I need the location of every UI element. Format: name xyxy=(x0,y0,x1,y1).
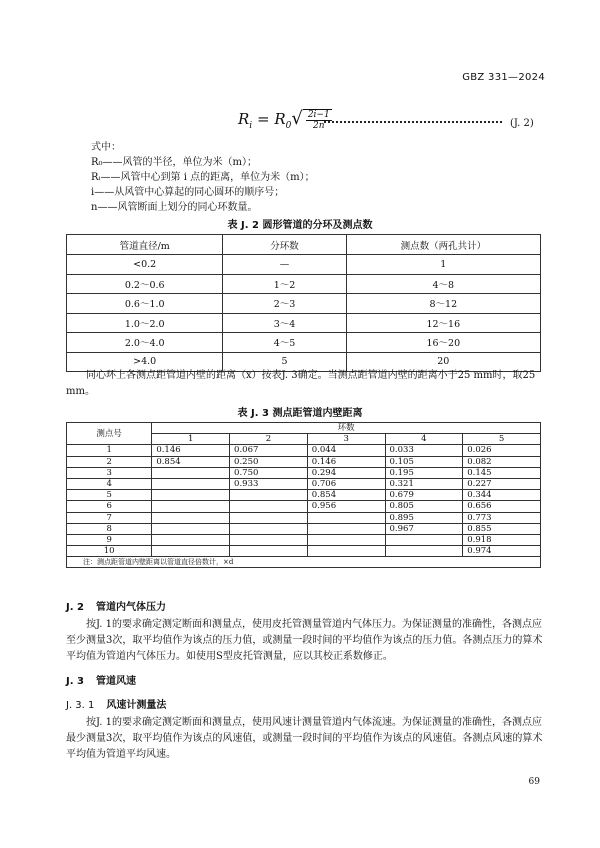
table-cell xyxy=(307,512,385,523)
table-cell xyxy=(307,534,385,545)
table-cell: 1～2 xyxy=(223,274,346,294)
definition-n: n——风管断面上划分的同心环数量。 xyxy=(91,202,258,213)
table-row xyxy=(67,456,541,467)
variable-definitions xyxy=(91,140,315,215)
table-cell xyxy=(230,546,308,557)
table-cell: 9 xyxy=(67,534,152,545)
formula-leader-dots xyxy=(324,121,502,123)
table-cell xyxy=(385,534,463,545)
table-header-cell: 2 xyxy=(230,434,308,445)
table-cell xyxy=(152,478,230,489)
formula-numerator: 2i−1 xyxy=(307,109,330,120)
table-cell: — xyxy=(223,255,346,275)
table-cell: 0.854 xyxy=(307,490,385,501)
table-header-cell: 分环数 xyxy=(223,235,346,255)
section-title: 管道风速 xyxy=(95,676,136,687)
table-cell: 0.250 xyxy=(230,456,308,467)
table-cell xyxy=(152,467,230,478)
table-header-cell: 管道直径/m xyxy=(67,235,223,255)
table-cell: 0.854 xyxy=(152,456,230,467)
table-cell xyxy=(230,512,308,523)
table-header-row xyxy=(67,235,541,255)
table-cell: 0.895 xyxy=(385,512,463,523)
table-cell: 1.0～2.0 xyxy=(67,313,223,333)
table-cell: 0.855 xyxy=(463,523,541,534)
table-cell xyxy=(230,534,308,545)
table-cell: 0.773 xyxy=(463,512,541,523)
table-cell: 0.706 xyxy=(307,478,385,489)
table-cell: 4～8 xyxy=(346,274,540,294)
formula-r: R xyxy=(274,110,286,128)
table-cell: 0.656 xyxy=(463,501,541,512)
table-cell: 3～4 xyxy=(223,313,346,333)
table-cell: 0.082 xyxy=(463,456,541,467)
section-j3-heading xyxy=(66,672,136,687)
table-cell: 0.918 xyxy=(463,534,541,545)
table-row xyxy=(67,467,541,478)
section-j31-heading xyxy=(66,696,166,711)
paragraph-j2-note: 同心环上各测点距管道内壁的距离（x）按表J. 3确定。当测点距管道内壁的距离小于25 mm时，取25 mm。 xyxy=(66,370,536,397)
table-cell: 4 xyxy=(67,478,152,489)
table-cell: 12～16 xyxy=(346,313,540,333)
table-cell: 4～5 xyxy=(223,333,346,353)
table-note: 注：测点距管道内壁距离以管道直径倍数计，×d xyxy=(67,557,541,568)
table-cell xyxy=(307,546,385,557)
table-header-cell: 1 xyxy=(152,434,230,445)
table-cell xyxy=(230,490,308,501)
formula-r-sub: 0 xyxy=(285,121,292,131)
table-cell: 0.145 xyxy=(463,467,541,478)
section-number: J. 3. 1 xyxy=(66,700,95,711)
table-cell: 1 xyxy=(67,445,152,456)
table-cell: 0.195 xyxy=(385,467,463,478)
table-cell: 20 xyxy=(346,352,540,372)
table-cell: 8 xyxy=(67,523,152,534)
table-j3 xyxy=(66,422,541,568)
table-row xyxy=(67,512,541,523)
table-j2 xyxy=(66,234,541,372)
table-row xyxy=(67,546,541,557)
definition-ri: Rᵢ——风管中心到第 i 点的距离，单位为米（m）； xyxy=(91,172,315,183)
table-cell: 0.146 xyxy=(307,456,385,467)
table-j2-caption: 表 J. 2 圆形管道的分环及测点数 xyxy=(227,220,373,231)
table-row xyxy=(67,294,541,314)
table-cell xyxy=(230,523,308,534)
table-j3-caption: 表 J. 3 测点距管道内壁距离 xyxy=(237,408,363,419)
formula: $R_i = R_0√$ $\frac{2i-1}{2n}$ xyxy=(238,108,330,131)
table-cell xyxy=(152,534,230,545)
section-number: J. 2 xyxy=(66,602,84,613)
table-cell: 5 xyxy=(67,490,152,501)
section-title: 管道内气体压力 xyxy=(95,602,166,613)
table-cell: 2～3 xyxy=(223,294,346,314)
table-row xyxy=(67,255,541,275)
table-cell: 10 xyxy=(67,546,152,557)
table-cell: >4.0 xyxy=(67,352,223,372)
table-cell: 0.321 xyxy=(385,478,463,489)
table-cell: 0.2～0.6 xyxy=(67,274,223,294)
table-cell: 0.967 xyxy=(385,523,463,534)
formula-denominator: 2n xyxy=(313,120,325,131)
table-note-row xyxy=(67,557,541,568)
table-cell xyxy=(230,501,308,512)
table-cell: 0.033 xyxy=(385,445,463,456)
section-title: 风速计测量法 xyxy=(106,700,167,711)
table-cell: 0.6～1.0 xyxy=(67,294,223,314)
definitions-intro: 式中： xyxy=(91,142,121,153)
table-cell: 0.956 xyxy=(307,501,385,512)
table-row xyxy=(67,274,541,294)
table-row xyxy=(67,490,541,501)
table-cell: <0.2 xyxy=(67,255,223,275)
table-cell: 3 xyxy=(67,467,152,478)
table-row xyxy=(67,478,541,489)
paragraph-j31: 按J. 1的要求确定测定断面和测量点，使用风速计测量管道内气体流速。为保证测量的准确性，各测点应最少测量3次，取平均值作为该点的风速值，或测量一段时间的平均值作为该点的风速值。各测点风速的算术平均值为管道平均风速。 xyxy=(66,717,543,760)
table-cell xyxy=(307,523,385,534)
table-cell: 0.146 xyxy=(152,445,230,456)
page-number: 69 xyxy=(528,777,540,787)
table-row xyxy=(67,501,541,512)
table-cell: 0.974 xyxy=(463,546,541,557)
table-cell: 0.227 xyxy=(463,478,541,489)
table-cell: 8～12 xyxy=(346,294,540,314)
table-cell xyxy=(152,512,230,523)
table-header-cell: 环数 xyxy=(152,423,541,434)
table-cell: 0.294 xyxy=(307,467,385,478)
table-cell: 7 xyxy=(67,512,152,523)
formula-lhs: R xyxy=(238,110,250,128)
table-cell: 0.750 xyxy=(230,467,308,478)
table-header-cell: 5 xyxy=(463,434,541,445)
table-cell: 0.026 xyxy=(463,445,541,456)
table-row xyxy=(67,523,541,534)
table-row xyxy=(67,333,541,353)
table-header-cell: 4 xyxy=(385,434,463,445)
header-code: GBZ 331—2024 xyxy=(462,72,545,83)
table-cell: 0.344 xyxy=(463,490,541,501)
table-cell: 0.105 xyxy=(385,456,463,467)
definition-r0: R₀——风管的半径，单位为米（m）； xyxy=(91,157,258,168)
table-cell xyxy=(152,546,230,557)
table-header-cell: 测点号 xyxy=(67,423,152,445)
table-row xyxy=(67,534,541,545)
table-cell xyxy=(152,523,230,534)
table-cell: 0.067 xyxy=(230,445,308,456)
table-cell: 0.805 xyxy=(385,501,463,512)
table-cell xyxy=(152,490,230,501)
table-cell: 0.933 xyxy=(230,478,308,489)
table-cell: 0.679 xyxy=(385,490,463,501)
table-row xyxy=(67,445,541,456)
table-row xyxy=(67,313,541,333)
table-header-cell: 测点数（两孔共计） xyxy=(346,235,540,255)
table-cell xyxy=(385,546,463,557)
table-cell: 6 xyxy=(67,501,152,512)
table-cell: 2.0～4.0 xyxy=(67,333,223,353)
table-cell: 2 xyxy=(67,456,152,467)
equation-number: (J. 2) xyxy=(510,118,534,129)
table-cell: 5 xyxy=(223,352,346,372)
section-j2-heading xyxy=(66,598,166,613)
table-cell: 16～20 xyxy=(346,333,540,353)
section-number: J. 3 xyxy=(66,676,84,687)
definition-i: i——从风管中心算起的同心圆环的顺序号； xyxy=(91,187,285,198)
table-header-cell: 3 xyxy=(307,434,385,445)
table-cell: 0.044 xyxy=(307,445,385,456)
table-cell xyxy=(152,501,230,512)
formula-lhs-sub: i xyxy=(249,121,253,131)
table-cell: 1 xyxy=(346,255,540,275)
paragraph-j2: 按J. 1的要求确定测定断面和测量点，使用皮托管测量管道内气体压力。为保证测量的准确性，各测点应至少测量3次，取平均值作为该点的压力值，或测量一段时间的平均值作为该点的压力值。各测点压力的算术平均值为管道内气体压力。如使用S型皮托管测量，应以其校正系数修正。 xyxy=(66,619,543,662)
table-header-row xyxy=(67,423,541,434)
